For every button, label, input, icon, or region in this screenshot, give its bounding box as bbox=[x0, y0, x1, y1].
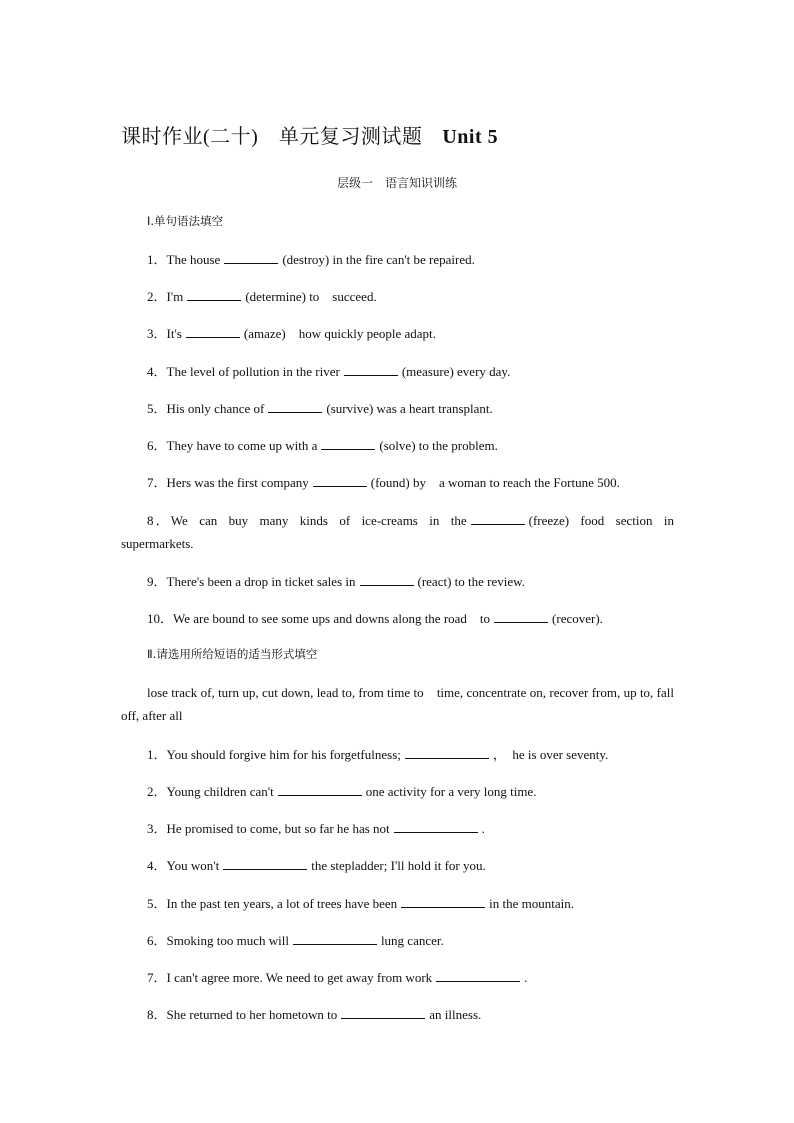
answer-blank[interactable] bbox=[268, 401, 322, 413]
level-heading: 层级一 语言知识训练 bbox=[336, 176, 457, 190]
answer-blank[interactable] bbox=[405, 747, 489, 759]
question-9: 9．There's been a drop in ticket sales in (react) to the review. bbox=[147, 574, 525, 589]
answer-blank[interactable] bbox=[187, 289, 241, 301]
phrase-question-4: 4．You won't the stepladder; I'll hold it for you. bbox=[147, 858, 486, 873]
question-7: 7．Hers was the first company (found) by a woman to reach the Fortune 500. bbox=[147, 475, 620, 490]
phrase-question-6: 6．Smoking too much will lung cancer. bbox=[147, 933, 444, 948]
phrase-question-5: 5．In the past ten years, a lot of trees have been in the mountain. bbox=[147, 896, 575, 911]
phrase-question-3: 3．He promised to come, but so far he has not . bbox=[147, 821, 485, 836]
answer-blank[interactable] bbox=[293, 933, 377, 945]
question-3: 3．It's (amaze) how quickly people adapt. bbox=[147, 326, 436, 341]
answer-blank[interactable] bbox=[494, 611, 548, 623]
answer-blank[interactable] bbox=[471, 513, 525, 525]
answer-blank[interactable] bbox=[186, 326, 240, 338]
question-6: 6．They have to come up with a (solve) to the problem. bbox=[147, 438, 498, 453]
title-main: 课时作业(二十) 单元复习测试题 bbox=[121, 126, 423, 148]
question-10: 10．We are bound to see some ups and downs along the road to (recover). bbox=[147, 611, 603, 626]
answer-blank[interactable] bbox=[341, 1007, 425, 1019]
answer-blank[interactable] bbox=[223, 858, 307, 870]
answer-blank[interactable] bbox=[321, 438, 375, 450]
question-2: 2．I'm (determine) to succeed. bbox=[147, 289, 377, 304]
answer-blank[interactable] bbox=[401, 896, 485, 908]
answer-blank[interactable] bbox=[394, 821, 478, 833]
question-1: 1．The house (destroy) in the fire can't be repaired. bbox=[147, 252, 475, 267]
question-4: 4．The level of pollution in the river (measure) every day. bbox=[147, 364, 511, 379]
answer-blank[interactable] bbox=[344, 364, 398, 376]
title-unit: Unit 5 bbox=[442, 126, 499, 148]
phrase-question-1: 1．You should forgive him for his forgetfulness; ， he is over seventy. bbox=[147, 747, 609, 762]
page-title bbox=[121, 120, 498, 149]
phrase-question-8: 8．She returned to her hometown to an illness. bbox=[147, 1007, 482, 1022]
phrase-bank: lose track of, turn up, cut down, lead to, from time to time, concentrate on, recover from, up to, fall off, after all bbox=[121, 685, 674, 723]
answer-blank[interactable] bbox=[360, 574, 414, 586]
question-5: 5．His only chance of (survive) was a heart transplant. bbox=[147, 401, 493, 416]
answer-blank[interactable] bbox=[224, 252, 278, 264]
phrase-question-2: 2．Young children can't one activity for a very long time. bbox=[147, 784, 537, 799]
section-1-heading: Ⅰ.单句语法填空 bbox=[147, 214, 224, 228]
question-8: 8．We can buy many kinds of ice-creams in the (freeze) food section in supermarkets. bbox=[121, 513, 674, 551]
answer-blank[interactable] bbox=[278, 784, 362, 796]
phrase-question-7: 7．I can't agree more. We need to get away from work . bbox=[147, 970, 528, 985]
section-2-heading: Ⅱ.请选用所给短语的适当形式填空 bbox=[147, 647, 318, 661]
answer-blank[interactable] bbox=[436, 970, 520, 982]
answer-blank[interactable] bbox=[313, 475, 367, 487]
